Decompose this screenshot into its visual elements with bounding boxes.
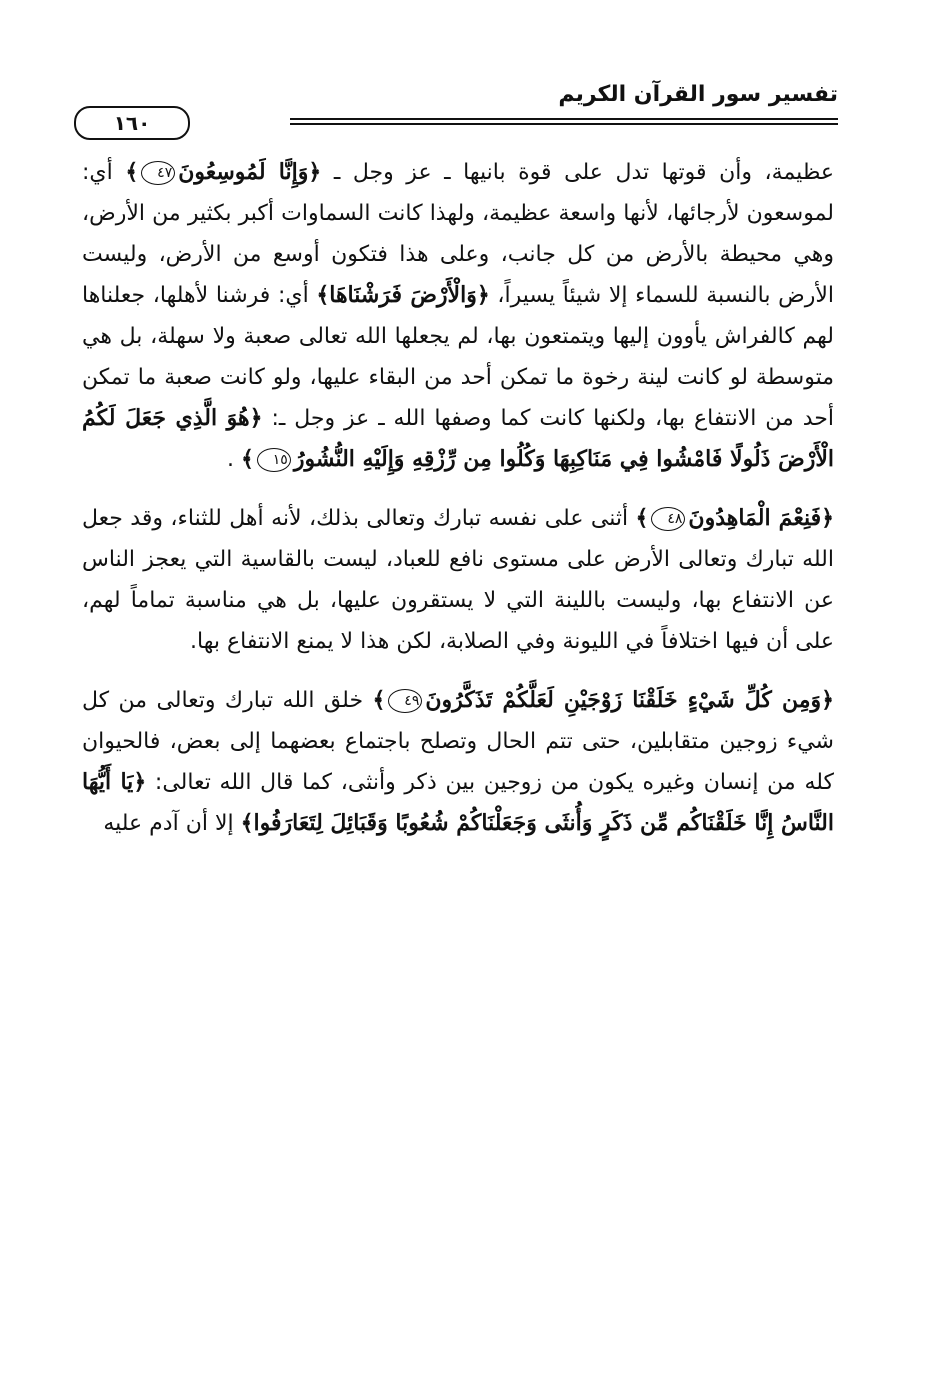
quran-verse: يَا أَيُّهَا النَّاسُ إِنَّا خَلَقْنَاكُم مِّن ذَكَرٍ وَأُنثَى وَجَعَلْنَاكُمْ شُعُوبًا وَقَبَائِلَ لِتَعَارَفُوا: [82, 769, 834, 836]
ornate-bracket-close: ﴾: [372, 687, 386, 713]
quran-verse: وَالْأَرْضَ فَرَشْنَاهَا: [329, 282, 477, 308]
quran-verse: هُوَ الَّذِي جَعَلَ لَكُمُ الْأَرْضَ ذَلُولًا فَامْشُوا فِي مَنَاكِبِهَا وَكُلُوا مِن رِّزْقِهِ وَإِلَيْهِ النُّشُورُ: [82, 405, 834, 472]
paragraph: [82, 152, 834, 480]
page-header: [74, 78, 838, 140]
ornate-bracket-open: ﴿: [821, 505, 834, 531]
paragraph-text: إلا أن آدم عليه: [103, 811, 241, 836]
ornate-bracket-close: ﴾: [316, 282, 330, 308]
paragraph-text: أي: فرشنا لأهلها، جعلناها لهم كالفراش يأوون إليها ويتمتعون بها، لم يجعلها الله تعالى صعبة ولا سهلة، بل هي متوسطة لو كانت لينة رخوة ما تمكن أحد من البقاء عليها، ولو كانت صعبة ما تمكن أحد من الانتفاع بها، ولكنها كانت كما وصفها الله ـ عز وجل ـ:: [82, 283, 834, 431]
paragraph-text: أي: لموسعون لأرجائها، لأنها واسعة عظيمة، ولهذا كانت السماوات أكبر بكثير من الأرض، وهي محيطة بالأرض من كل جانب، وعلى هذا فتكون أوسع من الأرض، وليست الأرض بالنسبة للسماء إلا شيئاً يسيراً،: [82, 160, 835, 308]
paragraph-text: أثنى على نفسه تبارك وتعالى بذلك، لأنه أهل للثناء، وقد جعل الله تبارك وتعالى الأرض على مستوى نافع للعباد، ليست بالقاسية التي يعجز الناس عن الانتفاع بها، وليست باللينة التي لا يستقرون عليها، بل هي مناسبة تماماً لهم، على أن فيها اختلافاً في الليونة وفي الصلابة، لكن هذا لا يمنع الانتفاع بها.: [82, 506, 834, 654]
paragraph-text: عظيمة، وأن قوتها تدل على قوة بانيها ـ عز وجل ـ: [321, 160, 834, 185]
page-number: ١٦٠: [74, 106, 190, 140]
verse-number: ١٥: [257, 448, 291, 472]
ornate-bracket-open: ﴿: [821, 687, 835, 713]
paragraph-text: خلق الله تبارك وتعالى من كل شيء زوجين متقابلين، حتى تتم الحال وتصلح باجتماع بعضهما إلى بعض، فالحيوان كله من إنسان وغيره يكون من زوجين بين ذكر وأنثى، كما قال الله تعالى:: [82, 688, 834, 795]
ornate-bracket-open: ﴿: [476, 282, 490, 308]
quran-verse: وَمِن كُلِّ شَيْءٍ خَلَقْنَا زَوْجَيْنِ لَعَلَّكُمْ تَذَكَّرُونَ: [425, 687, 822, 713]
page-body: [82, 152, 834, 844]
ornate-bracket-close: ﴾: [240, 446, 254, 472]
ornate-bracket-open: ﴿: [249, 405, 263, 431]
verse-number: ٤٩: [388, 689, 422, 713]
paragraph: [82, 680, 834, 844]
ornate-bracket-close: ﴾: [125, 159, 139, 185]
ornate-bracket-close: ﴾: [240, 810, 254, 836]
paragraph-text: .: [226, 447, 241, 472]
running-title: تفسير سور القرآن الكريم: [558, 82, 838, 107]
ornate-bracket-open: ﴿: [133, 769, 147, 795]
ornate-bracket-close: ﴾: [635, 505, 649, 531]
paragraph: [82, 498, 834, 662]
ornate-bracket-open: ﴿: [308, 159, 322, 185]
verse-number: ٤٧: [141, 161, 175, 185]
header-rule-top: [290, 118, 838, 120]
quran-verse: فَنِعْمَ الْمَاهِدُونَ: [688, 505, 822, 531]
verse-number: ٤٨: [651, 507, 685, 531]
quran-verse: وَإِنَّا لَمُوسِعُونَ: [178, 159, 309, 185]
header-rule-bottom: [290, 123, 838, 125]
